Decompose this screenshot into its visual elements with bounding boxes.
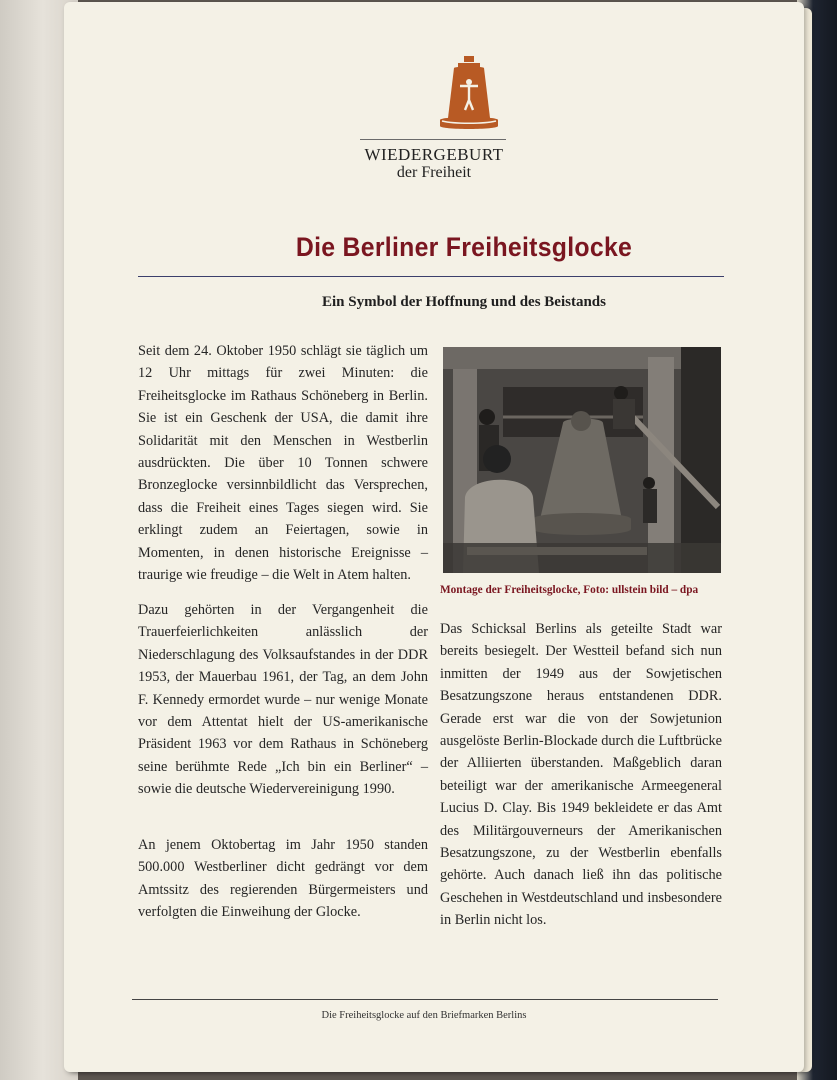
paragraph-2: Dazu gehörten in der Vergangenheit die Trauerfeierlichkeiten anlässlich der Niederschlagung des Volksaufstandes in der DDR 1953, der Mauerbau 1961, der Tag, an dem John F. Kennedy ermordet wurde – nur wenige Monate vor dem Attentat hielt der US-amerikanische Präsident 1963 vor dem Rathaus in Schöneberg seine berühmte Rede „Ich bin ein Berliner“ – sowie die deutsche Wiedervereinigung 1990.	[138, 602, 428, 798]
bell-logo-icon	[434, 54, 504, 136]
paragraph-1: Seit dem 24. Oktober 1950 schlägt sie täglich um 12 Uhr mittags für zwei Minuten: die Freiheitsglocke im Rathaus Schöneberg in Berlin. Sie ist ein Geschenk der USA, die damit ihre Solidarität mit den Menschen in Westberlin ausdrückten. Die über 10 Tonnen schwere Bronzeglocke versinnbildlicht das Versprechen, dass die Freiheit eines Tages siegen wird. Sie erklingt zudem an Feiertagen, sowie in Momenten, in denen historische Ereignisse – traurige wie freudige – die Welt in Atem halten.	[138, 343, 428, 584]
logo-divider	[360, 139, 506, 140]
bell-installation-photo	[443, 347, 721, 573]
page-subtitle: Ein Symbol der Hoffnung und des Beistands	[322, 294, 606, 310]
title-divider	[138, 276, 724, 277]
photo-caption: Montage der Freiheitsglocke, Foto: ullstein bild – dpa	[440, 584, 699, 596]
document-page	[64, 2, 804, 1072]
paragraph-4: Das Schicksal Berlins als geteilte Stadt war bereits besiegelt. Der Westteil befand sich nun inmitten der 1949 aus der Sowjetischen Besatzungszone heraus entstandenen DDR. Gerade erst war die von der Sowjetunion ausgelöste Berlin-Blockade durch die Luftbrücke der Alliierten überstanden. Maßgeblich daran beteiligt war der amerikanische Armeegeneral Lucius D. Clay. Bis 1949 bekleidete er das Amt des Militärgouverneurs der Amerikanischen Besatzungszone, zu der Westberlin ebenfalls gehörte. Auch danach ließ ihn das politische Geschehen in Westdeutschland und insbesondere in Berlin nicht los.	[440, 621, 722, 929]
footer-divider	[132, 999, 718, 1000]
page-footer: Die Freiheitsglocke auf den Briefmarken Berlins	[321, 1010, 527, 1021]
page-title: Die Berliner Freiheitsglocke	[295, 232, 633, 262]
logo-text-line1: WIEDERGEBURT	[364, 145, 504, 164]
logo-text-line2: der Freiheit	[396, 164, 472, 181]
paragraph-3: An jenem Oktobertag im Jahr 1950 standen 500.000 Westberliner dicht gedrängt vor dem Amtssitz des regierenden Bürgermeisters und verfolgten die Einweihung der Glocke.	[138, 837, 428, 921]
